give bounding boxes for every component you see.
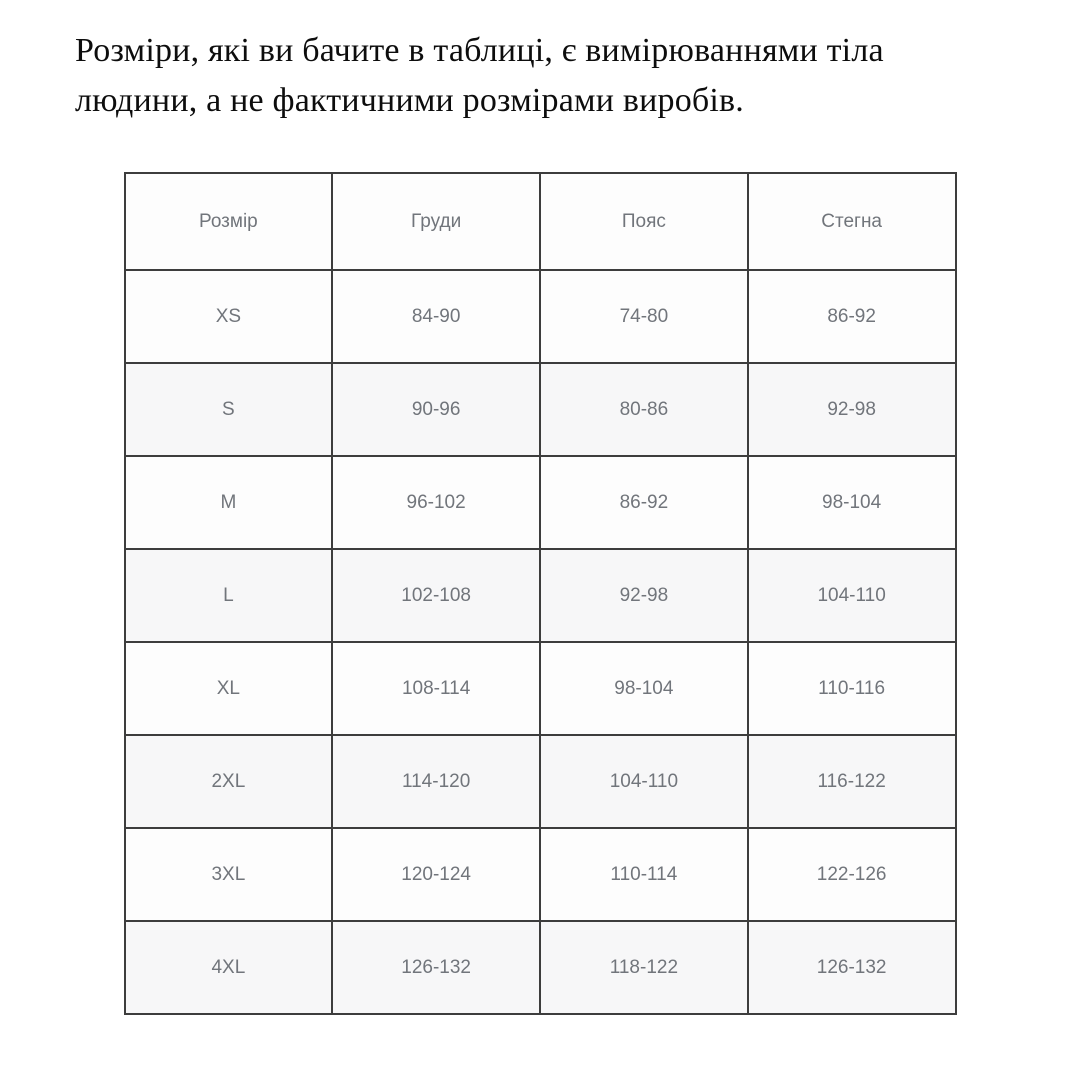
hips-cell: 110-116 xyxy=(748,642,956,735)
waist-cell: 118-122 xyxy=(540,921,748,1014)
size-cell: XS xyxy=(125,270,333,363)
hips-cell: 116-122 xyxy=(748,735,956,828)
size-cell: 2XL xyxy=(125,735,333,828)
disclaimer-line-1: Розміри, які ви бачите в таблиці, є вимірюваннями тіла xyxy=(75,32,884,69)
hips-cell: 126-132 xyxy=(748,921,956,1014)
table-row-m xyxy=(125,456,956,549)
table-row-2xl xyxy=(125,735,956,828)
table-row-4xl xyxy=(125,921,956,1014)
column-header-waist: Пояс xyxy=(540,173,748,270)
waist-cell: 80-86 xyxy=(540,363,748,456)
size-cell: L xyxy=(125,549,333,642)
column-header-hips: Стегна xyxy=(748,173,956,270)
waist-cell: 98-104 xyxy=(540,642,748,735)
table-row-l xyxy=(125,549,956,642)
waist-cell: 74-80 xyxy=(540,270,748,363)
chest-cell: 96-102 xyxy=(332,456,540,549)
size-chart-table xyxy=(124,172,957,1015)
chest-cell: 90-96 xyxy=(332,363,540,456)
waist-cell: 104-110 xyxy=(540,735,748,828)
chest-cell: 108-114 xyxy=(332,642,540,735)
hips-cell: 92-98 xyxy=(748,363,956,456)
chest-cell: 114-120 xyxy=(332,735,540,828)
hips-cell: 104-110 xyxy=(748,549,956,642)
size-cell: 4XL xyxy=(125,921,333,1014)
waist-cell: 92-98 xyxy=(540,549,748,642)
column-header-chest: Груди xyxy=(332,173,540,270)
hips-cell: 98-104 xyxy=(748,456,956,549)
disclaimer-line-2: людини, а не фактичними розмірами виробів. xyxy=(75,82,745,119)
waist-cell: 110-114 xyxy=(540,828,748,921)
table-row-xl xyxy=(125,642,956,735)
table-header-row xyxy=(125,173,956,270)
hips-cell: 122-126 xyxy=(748,828,956,921)
size-cell: S xyxy=(125,363,333,456)
size-cell: 3XL xyxy=(125,828,333,921)
table-row-xs xyxy=(125,270,956,363)
table-row-3xl xyxy=(125,828,956,921)
size-cell: M xyxy=(125,456,333,549)
chest-cell: 84-90 xyxy=(332,270,540,363)
chest-cell: 102-108 xyxy=(332,549,540,642)
hips-cell: 86-92 xyxy=(748,270,956,363)
disclaimer-text xyxy=(75,26,1020,126)
column-header-size: Розмір xyxy=(125,173,333,270)
table-row-s xyxy=(125,363,956,456)
chest-cell: 120-124 xyxy=(332,828,540,921)
chest-cell: 126-132 xyxy=(332,921,540,1014)
waist-cell: 86-92 xyxy=(540,456,748,549)
size-cell: XL xyxy=(125,642,333,735)
